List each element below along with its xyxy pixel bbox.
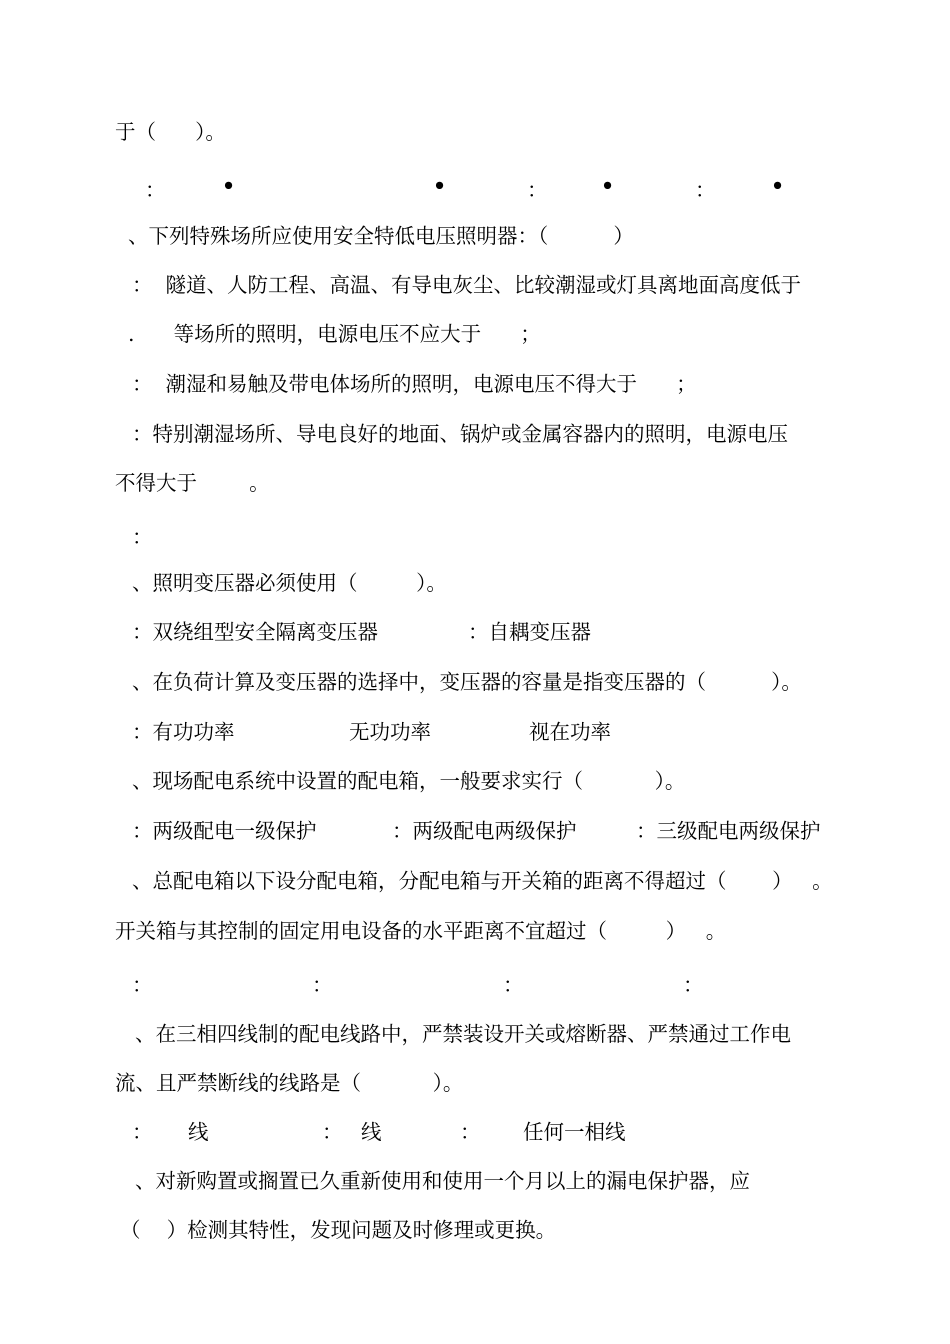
option-marker: ： [132, 525, 153, 549]
option-line: ：特别潮湿场所、导电良好的地面、锅炉或金属容器内的照明，电源电压 [132, 422, 788, 446]
bullet-dot: • [601, 174, 615, 198]
option-line: ： 潮湿和易触及带电体场所的照明，电源电压不得大于 ； [132, 372, 697, 396]
option-line: ：双绕组型安全隔离变压器 [132, 620, 378, 644]
option-text: 线 [361, 1120, 382, 1144]
option-line: ： 隧道、人防工程、高温、有导电灰尘、比较潮湿或灯具离地面高度低于 [132, 273, 802, 297]
text-line: 于（ ）。 [115, 120, 226, 144]
option-line: 视在功率 [529, 720, 611, 744]
option-marker: ： [132, 1120, 153, 1144]
bullet-dot: • [433, 174, 447, 198]
option-marker: ： [322, 1120, 343, 1144]
option-marker: ： [145, 178, 166, 202]
question-line: 、照明变压器必须使用（ ）。 [132, 571, 447, 595]
option-line: ：两级配电两级保护 [392, 819, 577, 843]
option-line: ：两级配电一级保护 [132, 819, 317, 843]
option-text: 任何一相线 [523, 1120, 626, 1144]
question-line: 、下列特殊场所应使用安全特低电压照明器：（ ） [128, 224, 634, 248]
option-line: ：三级配电两级保护 [636, 819, 821, 843]
option-line: . 等场所的照明，电源电压不应大于 ； [128, 322, 541, 346]
question-line: 、在负荷计算及变压器的选择中，变压器的容量是指变压器的（ ）。 [132, 670, 802, 694]
option-marker: ： [503, 973, 524, 997]
option-text: 线 [188, 1120, 209, 1144]
option-marker: ： [312, 973, 333, 997]
text-line: 开关箱与其控制的固定用电设备的水平距离不宜超过（ ） 。 [115, 919, 727, 943]
option-line: ：有功功率 [132, 720, 235, 744]
option-marker: ： [683, 973, 704, 997]
question-line: 、总配电箱以下设分配电箱，分配电箱与开关箱的距离不得超过（ ） 。 [132, 869, 833, 893]
bullet-dot: • [771, 174, 785, 198]
question-line: 、对新购置或搁置已久重新使用和使用一个月以上的漏电保护器，应 [122, 1169, 751, 1193]
text-line: 流、且严禁断线的线路是（ ）。 [115, 1071, 464, 1095]
option-marker: ： [695, 178, 716, 202]
text-line: （ ）检测其特性，发现问题及时修理或更换。 [120, 1218, 557, 1242]
question-line: 、在三相四线制的配电线路中，严禁装设开关或熔断器、严禁通过工作电 [122, 1022, 792, 1046]
question-line: 、现场配电系统中设置的配电箱，一般要求实行（ ）。 [132, 769, 686, 793]
option-marker: ： [132, 973, 153, 997]
option-marker: ： [527, 178, 548, 202]
option-line: ：自耦变压器 [468, 620, 591, 644]
bullet-dot: • [222, 174, 236, 198]
text-line: 不得大于 。 [115, 471, 270, 495]
option-marker: ： [460, 1120, 481, 1144]
option-line: 无功功率 [349, 720, 431, 744]
